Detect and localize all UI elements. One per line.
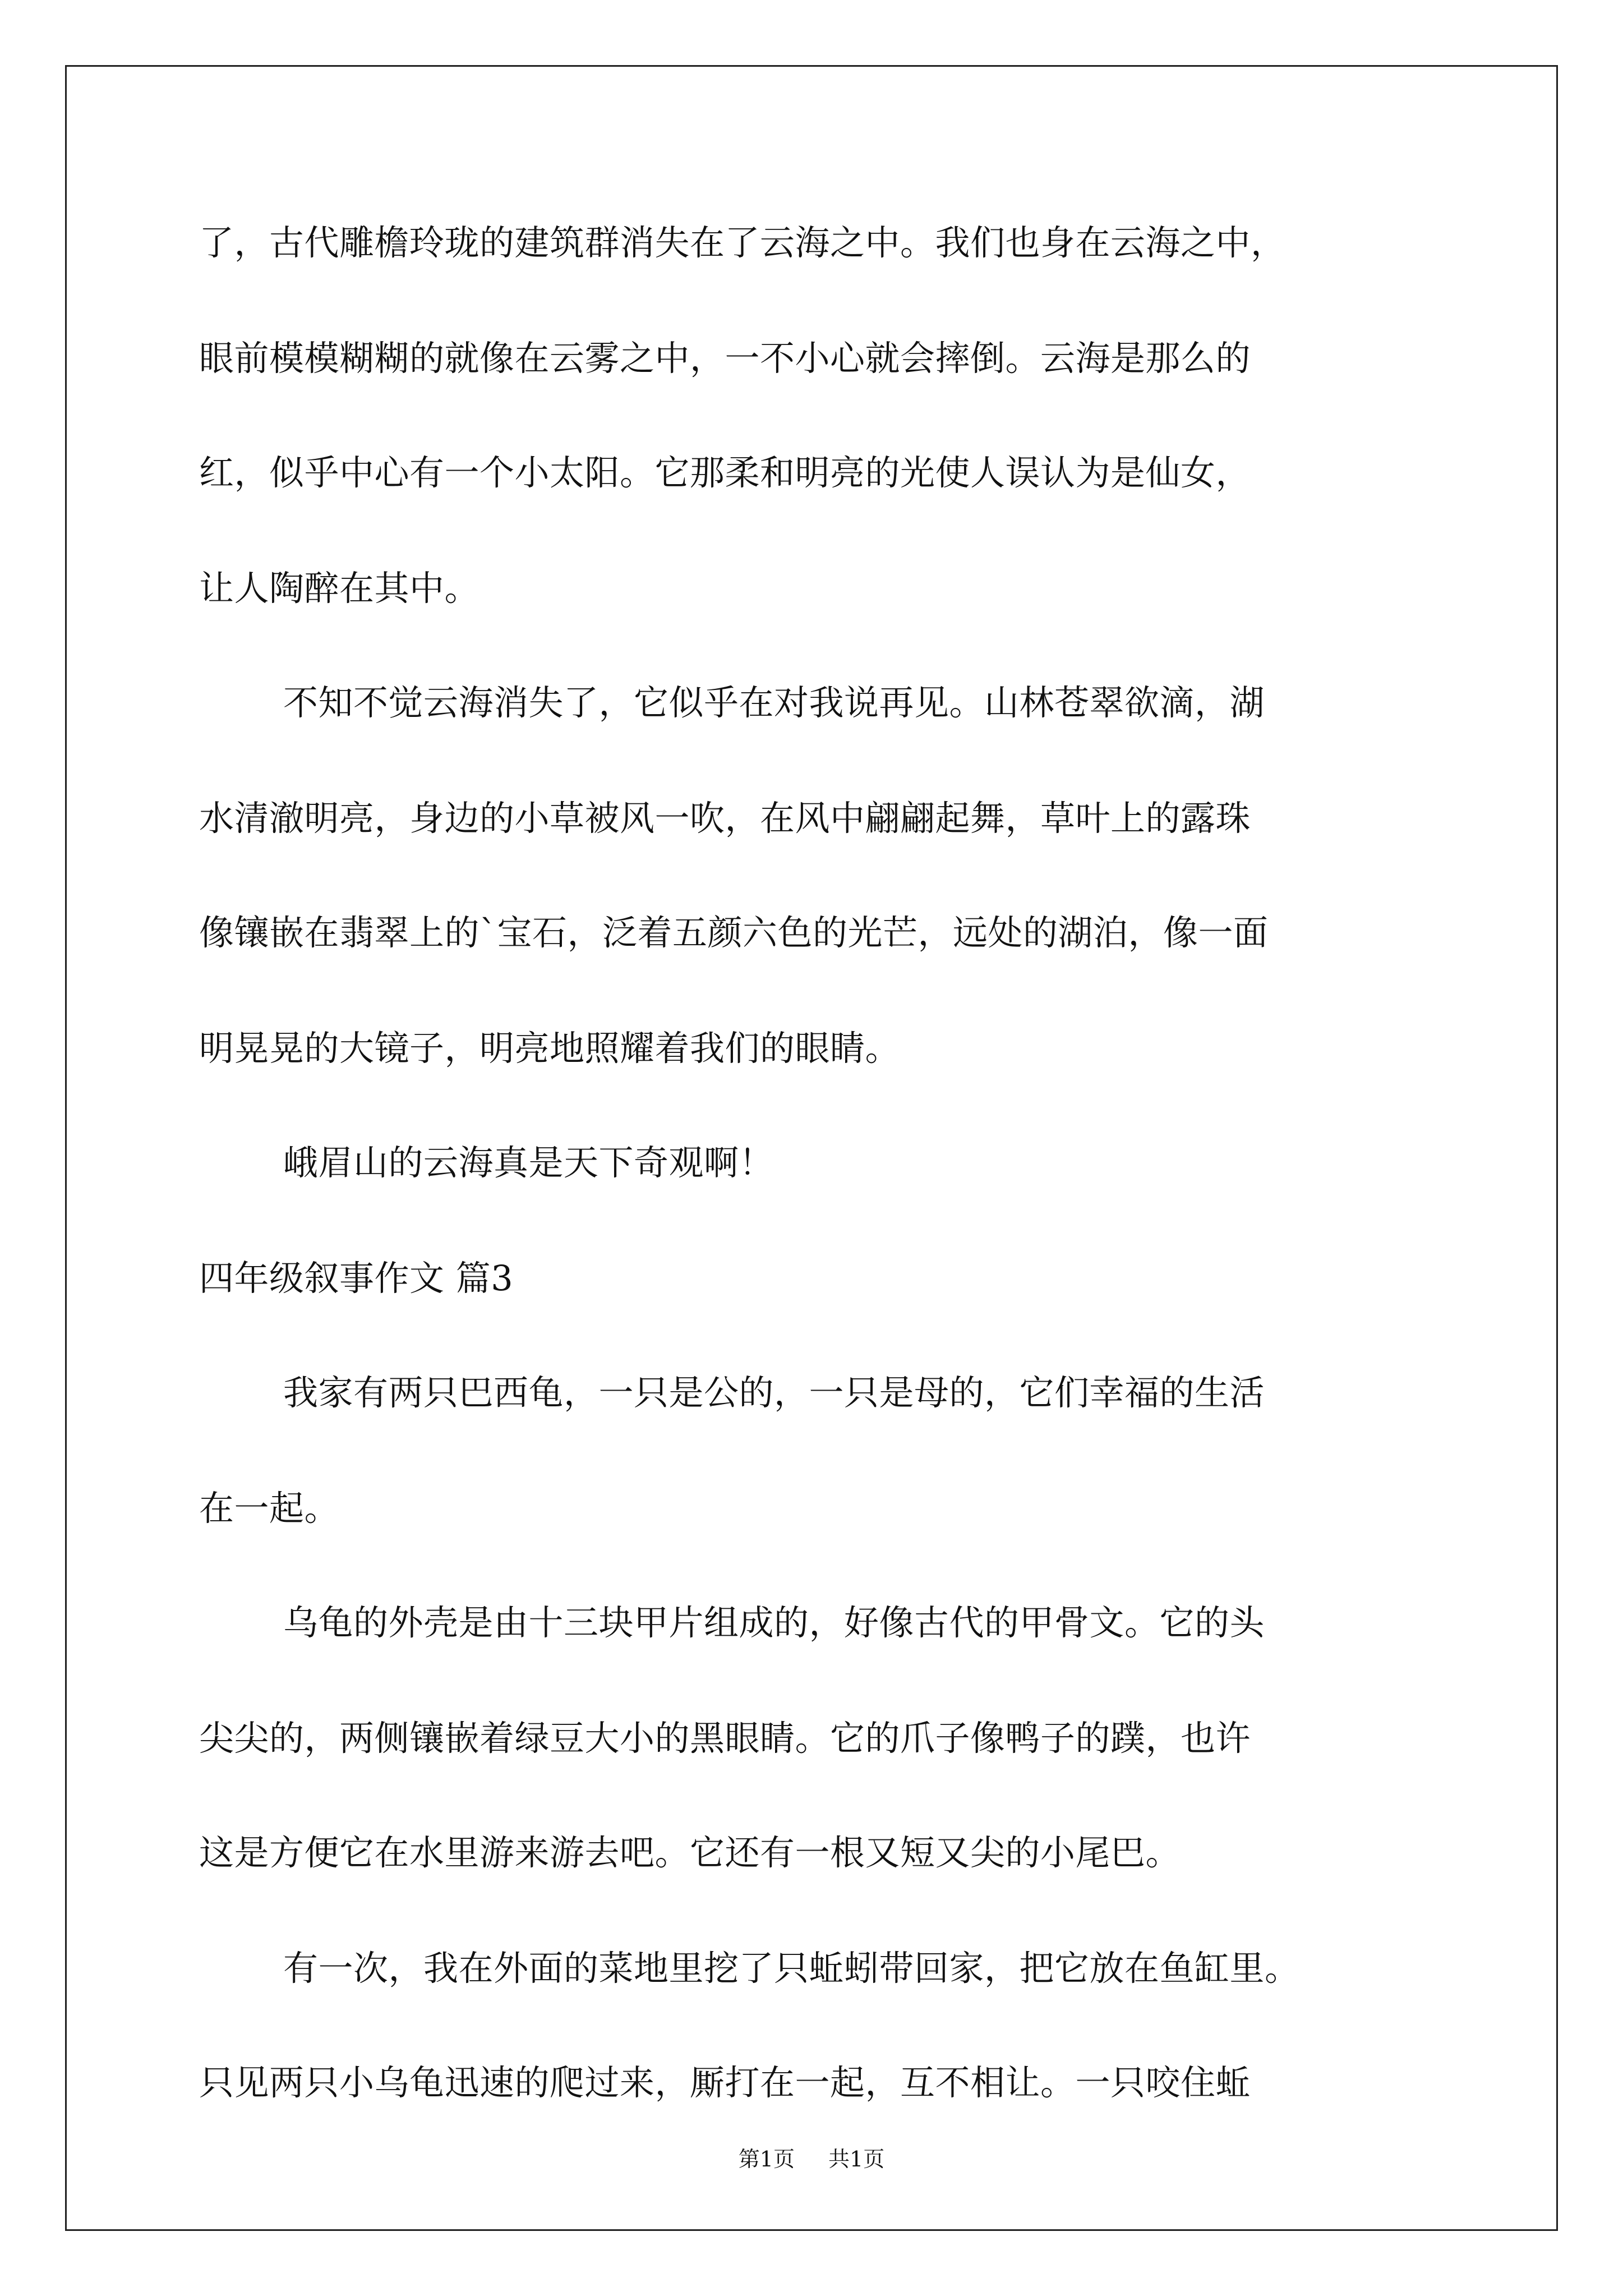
body-line: 有一次，我在外面的菜地里挖了只蚯蚓带回家，把它放在鱼缸里。 — [283, 1948, 1300, 1989]
body-line: 我家有两只巴西龟，一只是公的，一只是母的，它们幸福的生活 — [283, 1372, 1265, 1413]
body-line: 尖尖的，两侧镶嵌着绿豆大小的黑眼睛。它的爪子像鸭子的蹼，也许 — [199, 1718, 1251, 1759]
body-line: 像镶嵌在翡翠上的`宝石，泛着五颜六色的光芒，远处的湖泊，像一面 — [199, 912, 1269, 953]
body-line: 红，似乎中心有一个小太阳。它那柔和明亮的光使人误认为是仙女， — [199, 452, 1251, 493]
body-line: 眼前模模糊糊的就像在云雾之中，一不小心就会摔倒。云海是那么的 — [199, 338, 1251, 379]
body-line: 在一起。 — [199, 1488, 340, 1529]
body-line: 明晃晃的大镜子，明亮地照耀着我们的眼睛。 — [199, 1028, 901, 1069]
page-footer — [0, 2148, 1623, 2170]
body-line: 峨眉山的云海真是天下奇观啊！ — [283, 1142, 774, 1183]
page-number: 第1页 — [738, 2147, 795, 2171]
body-line: 水清澈明亮，身边的小草被风一吹，在风中翩翩起舞，草叶上的露珠 — [199, 798, 1251, 839]
body-line: 让人陶醉在其中。 — [199, 568, 480, 609]
body-line: 乌龟的外壳是由十三块甲片组成的，好像古代的甲骨文。它的头 — [283, 1602, 1265, 1643]
body-line: 只见两只小乌龟迅速的爬过来，厮打在一起，互不相让。一只咬住蚯 — [199, 2062, 1251, 2103]
body-line: 了，古代雕檐玲珑的建筑群消失在了云海之中。我们也身在云海之中， — [199, 222, 1286, 263]
body-line: 不知不觉云海消失了，它似乎在对我说再见。山林苍翠欲滴，湖 — [283, 682, 1265, 723]
section-heading: 四年级叙事作文 篇3 — [199, 1258, 514, 1299]
body-line: 这是方便它在水里游来游去吧。它还有一根又短又尖的小尾巴。 — [199, 1832, 1181, 1873]
page-total: 共1页 — [828, 2147, 885, 2171]
